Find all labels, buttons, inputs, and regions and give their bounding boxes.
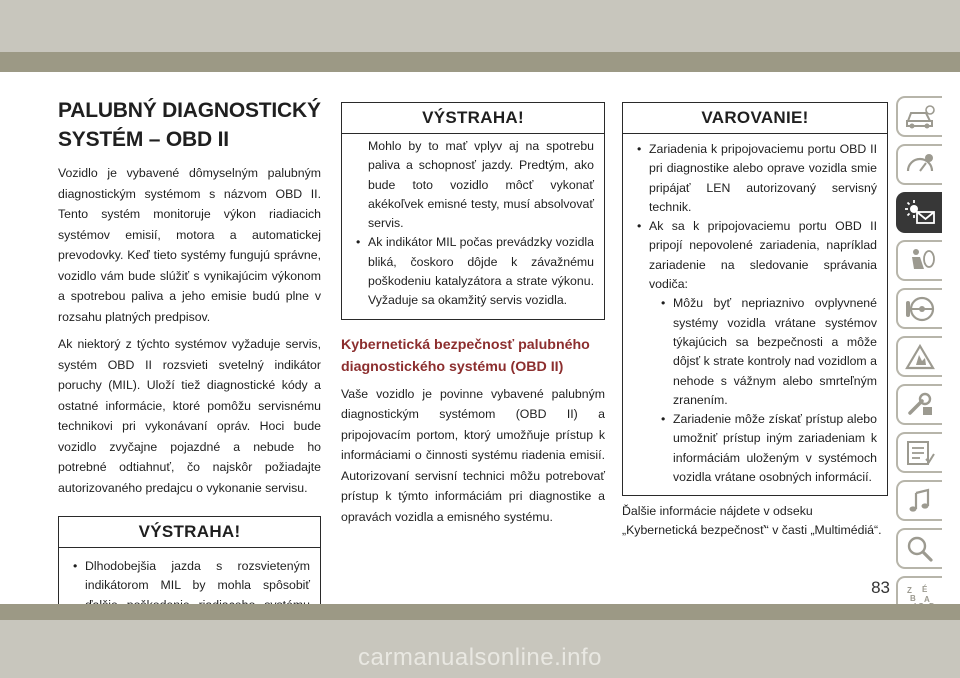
- caution-item: • Zariadenia k pripojovaciemu portu OBD II pri diagnostike alebo oprave vozidla smie pripájať LEN autorizovaný servisný technik.: [637, 142, 877, 214]
- intro-paragraph: Vozidlo je vybavené dômyselným palubným diagnostickým systémom s názvom OBD II. Tento systém monitoruje výkon riadiacich systémov emisií, motora a automatickej prevodovky. Keď tieto systémy fungujú správne, vozidlo vám bude slúžiť s vynikajúcim výkonom a spotrebou paliva a jeho emisie budú plne v rozsahu platných predpisov.: [58, 166, 321, 324]
- header-stripe: [0, 52, 960, 72]
- tab-service[interactable]: [896, 384, 942, 425]
- warning-box-2-continuation: Mohlo by to mať vplyv aj na spotrebu paliva a schopnosť jazdy. Predtým, ako bude toto vozidlo môcť vykonať akékoľvek emisné testy, musí absolvovať servis.: [368, 139, 594, 231]
- dashboard-gauge-icon: [904, 151, 936, 179]
- airbag-safety-icon: [904, 247, 936, 275]
- search-index-icon: [904, 535, 936, 563]
- bullet-icon: •: [356, 235, 361, 250]
- tab-multimedia[interactable]: [896, 480, 942, 521]
- column-right: [622, 102, 888, 547]
- caution-subitem: • Môžu byť nepriaznivo ovplyvnené systémy vozidla vrátane systémov týkajúcich sa bezpečnosti a môže dôjsť k strate kontroly nad vozidlom a nehode s vážnym alebo smrteľným zranením.: [661, 296, 877, 407]
- svg-text:B: B: [910, 593, 916, 603]
- closing-paragraph: Ďalšie informácie nájdete v odseku „Kybernetická bezpečnosť“ v časti „Multimédiá“.: [622, 504, 882, 538]
- warning-light-message-icon: [904, 199, 936, 227]
- warning-box-2-title: VÝSTRAHA!: [342, 103, 604, 134]
- tab-specifications[interactable]: [896, 432, 942, 473]
- warning-box-2: [341, 102, 605, 320]
- header-band: [0, 0, 960, 52]
- bullet-icon: •: [661, 412, 666, 427]
- watermark: carmanualsonline.info: [358, 644, 602, 671]
- specifications-list-icon: [904, 439, 936, 467]
- column-middle: [341, 102, 605, 534]
- warning-box-1-item: • Dlhodobejšia jazda s rozsvieteným indikátorom MIL by mohla spôsobiť: [73, 559, 310, 593]
- subsection-paragraph: Vaše vozidlo je povinne vybavené palubným diagnostickým systémom (OBD II) a pripojovacím portom, ktorý umožňuje prístup k informáciami o činnosti systému riadenia emisií. Autorizovaní servisní technici môžu potrebovať prístup k týmto informáciám pri diagnostike a opravách vozidla a emisného systému.: [341, 386, 605, 524]
- warning-box-1-title: VÝSTRAHA!: [59, 517, 320, 548]
- tab-emergency[interactable]: [896, 336, 942, 377]
- bullet-icon: •: [661, 296, 666, 311]
- steering-wheel-icon: [904, 295, 936, 323]
- subsection-title: Kybernetická bezpečnosť palubného diagnostického systému (OBD II): [341, 336, 590, 375]
- tab-safety[interactable]: [896, 240, 942, 281]
- tab-warning-lights[interactable]: [896, 192, 942, 233]
- warning-box-2-item: • Ak indikátor MIL počas prevádzky vozidla bliká, čoskoro dôjde k závažnému poškodeniu katalyzátora a strate výkonu. Vyžaduje sa okamžitý servis vozidla.: [356, 235, 594, 308]
- page-number: 83: [871, 578, 890, 597]
- tab-dashboard[interactable]: [896, 144, 942, 185]
- svg-text:Z: Z: [907, 585, 912, 595]
- tab-driving[interactable]: [896, 288, 942, 329]
- footer-stripe: [0, 604, 960, 620]
- chapter-tabs: [896, 96, 942, 624]
- hazard-triangle-icon: [904, 343, 936, 371]
- svg-text:A: A: [924, 594, 930, 604]
- mil-paragraph: Ak niektorý z týchto systémov vyžaduje servis, systém OBD II rozsvieti svetelný indikátor poruchy (MIL). Uloží tiež diagnostické kódy a ostatné informácie, ktoré pomôžu servisnému technikovi pri vykonávaní opráv. Hoci bude vozidlo zvyčajne pojazdné a nebude ho potrebné odtiahnuť, čo najskôr požiadajte autorizovaného predajcu o vykonanie servisu.: [58, 337, 321, 495]
- section-title: [58, 96, 321, 154]
- tab-car-info[interactable]: [896, 96, 942, 137]
- tab-index[interactable]: [896, 528, 942, 569]
- section-title-line2: SYSTÉM – OBD II: [58, 128, 229, 151]
- multimedia-music-icon: [904, 487, 936, 515]
- service-wrench-icon: [904, 391, 936, 419]
- caution-item: • Ak sa k pripojovaciemu portu OBD II pripojí nepovolené zariadenia, napríklad zariadenie na sledovanie správania vodiča:: [637, 219, 877, 292]
- section-title-line1: PALUBNÝ DIAGNOSTICKÝ: [58, 99, 321, 122]
- car-info-icon: [904, 103, 936, 131]
- caution-box: [622, 102, 888, 496]
- svg-text:É: É: [922, 584, 928, 594]
- caution-subitem: • Zariadenie môže získať prístup alebo umožniť prístup iným zariadeniam k informáciám uloženým v systémoch vozidla vrátane osobných informácií.: [661, 412, 877, 485]
- bullet-icon: •: [637, 142, 642, 156]
- caution-box-title: VAROVANIE!: [623, 103, 887, 134]
- column-left: [58, 96, 321, 644]
- bullet-icon: •: [637, 219, 642, 234]
- bullet-icon: •: [73, 559, 78, 573]
